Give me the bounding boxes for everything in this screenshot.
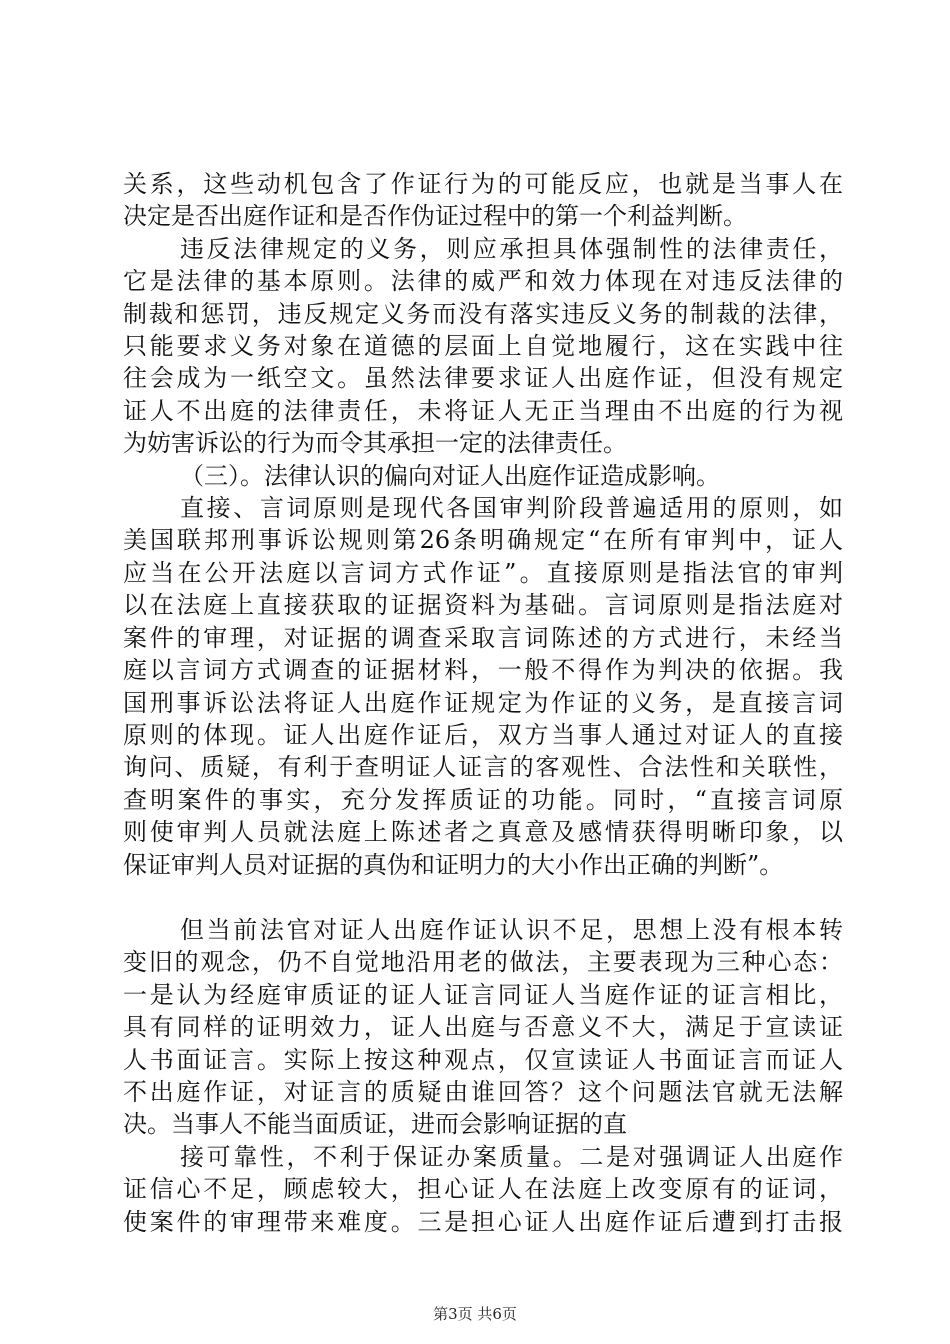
text-line: 直接、言词原则是现代各国审判阶段普遍适用的原则，如 — [180, 494, 843, 523]
text-line: 使案件的审理带来难度。三是担心证人出庭作证后遭到打击报 — [123, 1207, 843, 1236]
text-line: 但当前法官对证人出庭作证认识不足，思想上没有根本转 — [180, 915, 843, 944]
page-number-footer: 第3页 共6页 — [433, 1305, 517, 1323]
text-line: 应当在公开法庭以言词方式作证”。直接原则是指法官的审判 — [123, 558, 843, 587]
document-body — [123, 168, 843, 1238]
text-line: 不出庭作证，对证言的质疑由谁回答？这个问题法官就无法解 — [123, 1077, 843, 1106]
text-line: 证信心不足，顾虑较大，担心证人在法庭上改变原有的证词， — [123, 1175, 843, 1204]
text-line: 为妨害诉讼的行为而令其承担一定的法律责任。 — [123, 429, 627, 458]
text-line: 询问、质疑，有利于查明证人证言的客观性、合法性和关联性， — [123, 753, 843, 782]
text-line: 以在法庭上直接获取的证据资料为基础。言词原则是指法庭对 — [123, 591, 843, 620]
text-line: 往会成为一纸空文。虽然法律要求证人出庭作证，但没有规定 — [123, 364, 843, 393]
text-line: 原则的体现。证人出庭作证后，双方当事人通过对证人的直接 — [123, 720, 843, 749]
text-line: 违反法律规定的义务，则应承担具体强制性的法律责任， — [180, 234, 843, 263]
text-line: 保证审判人员对证据的真伪和证明力的大小作出正确的判断”。 — [123, 850, 784, 879]
text-line: 关系，这些动机包含了作证行为的可能反应，也就是当事人在 — [123, 170, 843, 198]
text-line: 决。当事人不能当面质证，进而会影响证据的直 — [123, 1110, 627, 1139]
text-line: 美国联邦刑事诉讼规则第26条明确规定“在所有审判中，证人 — [123, 526, 843, 555]
text-line: 具有同样的证明效力，证人出庭与否意义不大，满足于宣读证 — [123, 1013, 843, 1042]
text-line: 查明案件的事实，充分发挥质证的功能。同时，“直接言词原 — [123, 785, 843, 814]
text-line: 它是法律的基本原则。法律的威严和效力体现在对违反法律的 — [123, 267, 843, 296]
text-line: 证人不出庭的法律责任，未将证人无正当理由不出庭的行为视 — [123, 396, 843, 425]
text-line: 国刑事诉讼法将证人出庭作证规定为作证的义务，是直接言词 — [123, 688, 843, 717]
text-line: 只能要求义务对象在道德的层面上自觉地履行，这在实践中往 — [123, 332, 843, 361]
text-line: 变旧的观念，仍不自觉地沿用老的做法，主要表现为三种心态： — [123, 948, 843, 977]
text-line: 人书面证言。实际上按这种观点，仅宣读证人书面证言而证人 — [123, 1045, 843, 1074]
text-line: 一是认为经庭审质证的证人证言同证人当庭作证的证言相比， — [123, 980, 843, 1009]
text-line: 庭以言词方式调查的证据材料，一般不得作为判决的依据。我 — [123, 656, 843, 685]
text-line: （三）。法律认识的偏向对证人出庭作证造成影响。 — [180, 461, 720, 490]
text-line: 制裁和惩罚，违反规定义务而没有落实违反义务的制裁的法律， — [123, 299, 843, 328]
text-line: 案件的审理，对证据的调查采取言词陈述的方式进行，未经当 — [123, 623, 843, 652]
text-line: 则使审判人员就法庭上陈述者之真意及感情获得明晰印象，以 — [123, 818, 843, 847]
blank-line — [123, 881, 843, 914]
text-line: 接可靠性，不利于保证办案质量。二是对强调证人出庭作 — [180, 1142, 843, 1171]
text-line: 决定是否出庭作证和是否作伪证过程中的第一个利益判断。 — [123, 202, 747, 231]
